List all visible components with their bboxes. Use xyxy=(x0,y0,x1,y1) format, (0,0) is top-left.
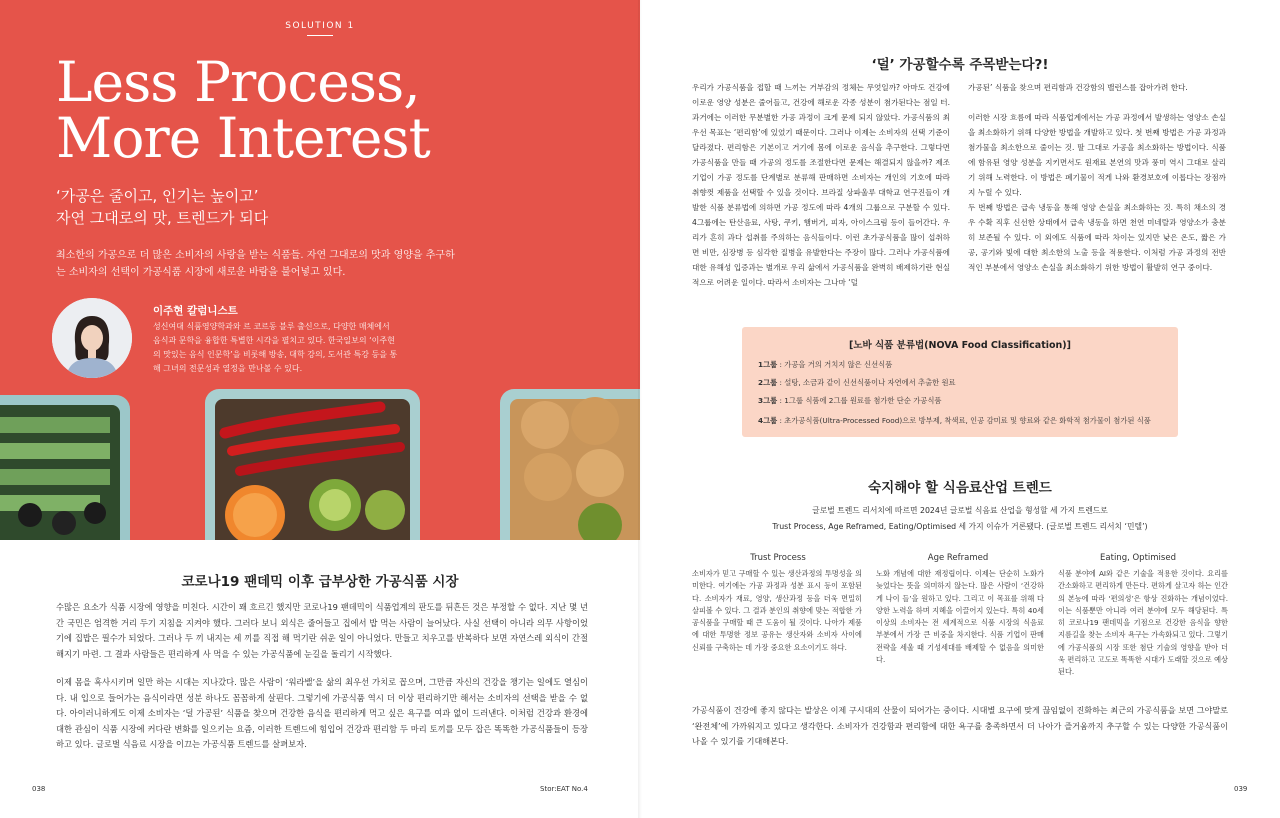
section-rule xyxy=(307,35,333,36)
trend-title-trust: Trust Process xyxy=(750,553,806,563)
section-heading-pandemic: 코로나19 팬데믹 이후 급부상한 가공식품 시장 xyxy=(181,574,459,590)
trend-text-eating: 식품 분야에 AI와 같은 기술을 적용한 것이다. 요리를 간소화하고 편리하게 만든다. 편하게 살고자 하는 인간의 본능에 따라 ‘편의성’은 항상 진화하는 개념이었다. 이는 식품뿐만 아니라 여러 분야에 모두 해당된다. 특히 코로나19 팬데믹을 기점으로 건강한 음식을 향한 지름길을 찾는 소비자 욕구는 가속화되고 있다. 그렇기에 가공식품의 시장 또한 첨단 기술의 영향을 받아 더욱 편리하고 고도로 똑똑한 시대가 도래할 것으로 예상된다. xyxy=(1058,569,1228,677)
nova-group-4 xyxy=(758,416,1151,426)
hero-banner xyxy=(0,0,640,540)
hero-subtitle xyxy=(56,185,268,229)
hero-subtitle-line1: ‘가공은 줄이고, 인기는 높이고’ xyxy=(56,187,259,205)
hero-title-line1: Less Process, xyxy=(56,50,420,114)
hero-title-line2: More Interest xyxy=(56,106,430,170)
nova-group-label: 4그룹 xyxy=(758,416,778,425)
nova-group-label: 2그룹 xyxy=(758,378,778,387)
nova-group-desc: : 1그룹 식품에 2그룹 원료를 첨가한 단순 가공식품 xyxy=(777,396,942,405)
nova-group-desc: : 가공을 거의 거치지 않은 신선식품 xyxy=(777,360,893,369)
nova-group-2 xyxy=(758,378,956,388)
nova-group-1 xyxy=(758,360,892,370)
trend-title-age: Age Reframed xyxy=(927,553,989,563)
magazine-name: Stor:EAT No.4 xyxy=(540,785,588,793)
nova-group-label: 3그룹 xyxy=(758,396,778,405)
hero-subtitle-line2: 자연 그대로의 맛, 트렌드가 되다 xyxy=(56,209,269,227)
left-paragraph-2: 이제 몸을 혹사시키며 일만 하는 시대는 지나갔다. 많은 사람이 ‘워라밸’을 삶의 최우선 가치로 꼽으며, 그만큼 자신의 건강을 챙기는 일에도 열심이다. 내 입으로 들어가는 음식이라면 성분 하나도 꼼꼼하게 살핀다. 그렇기에 가공식품 역시 더 이상 편리하기만 해서는 소비자의 선택을 받을 수 없다. 아이러니하게도 이제 소비자는 ‘덜 가공된’ 식품을 찾으며 건강한 음식을 편리하게 먹고 싶은 욕구를 여과 없이 드러낸다. 이처럼 건강과 환경에 대한 관심이 식품 시장에 커다란 변화를 일으키는 요즘, 이러한 트렌드에 힘입어 건강과 편리함 두 마리 토끼를 모두 잡은 똑똑한 가공식품들이 등장하고 있다. 글로벌 식음료 시장을 이끄는 가공식품 트렌드를 살펴보자. xyxy=(56,677,588,749)
lunchbox-photo xyxy=(0,385,640,540)
hero-lead: 최소한의 가공으로 더 많은 소비자의 사랑을 받는 식품들. 자연 그대로의 맛과 영양을 추구하는 소비자의 선택이 가공식품 시장에 새로운 바람을 불어넣고 있다. xyxy=(56,250,455,278)
trends-intro-line2: Trust Process, Age Reframed, Eating/Optimised 세 가지 이슈가 거론됐다. (글로벌 트렌드 리서치 ‘민텔’) xyxy=(772,522,1148,531)
right-column-1: 우리가 가공식품을 접할 때 느끼는 거부감의 정체는 무엇일까? 아마도 건강에 이로운 영양 성분은 줄어들고, 건강에 해로운 각종 성분이 첨가된다는 점일 터. 과거에는 이러한 무분별한 가공 과정이 크게 문제 되지 않았다. 가공식품의 최우선 목표는 ‘편리함’에 있었기 때문이다. 그러나 이제는 소비자의 선택 기준이 달라졌다. 편리함은 기본이고 거기에 몸에 이로운 음식을 추구한다. 그렇다면 가공식품을 만들 때 가공의 정도를 조절한다면 문제는 해결되지 않을까? 제조 기업이 가공 정도를 단계별로 분류해 판매하면 소비자는 개인의 기호에 따라 취향껏 제품을 선택할 수 있을 것이다. 브라질 상파울루 대학교 연구진들이 개발한 식품 분류법에 의하면 가공 정도에 따라 4개의 그룹으로 구분할 수 있다. 4그룹에는 탄산음료, 사탕, 쿠키, 햄버거, 피자, 아이스크림 등이 들어간다. 우리가 흔히 과다 섭취를 주의하는 음식들이다. 이런 초가공식품을 많이 섭취하면 비만, 심장병 등 심각한 질병을 유발한다는 주장이 많다. 그러나 가공식품에 대한 유해성 입증과는 별개로 우리 삶에서 가공식품을 완벽히 배제하기란 현실적으로 어려운 일이다. 따라서 소비자는 그나마 ‘덜 xyxy=(692,83,950,287)
left-paragraph-1: 수많은 요소가 식품 시장에 영향을 미친다. 시간이 꽤 흐르긴 했지만 코로나19 팬데믹이 식품업계의 판도를 뒤흔든 것은 부정할 수 없다. 지난 몇 년간 국민은 엄격한 거리 두기 지침을 지켜야 했다. 그러다 보니 외식은 줄어들고 집에서 밥 먹는 사람이 늘어났다. 사실 선택이 아니라 의무 사항이었기에 집밥은 필수가 되었다. 그러나 두 끼 내지는 세 끼를 직접 해 먹기란 쉬운 일이 아니었다. 만들고 치우고를 반복하다 보면 자연스레 외식이 간절해지기 마련. 그 결과 사람들은 편리하게 사 먹을 수 있는 가공식품에 눈길을 돌리기 시작했다. xyxy=(56,602,588,659)
author-name: 이주현 칼럼니스트 xyxy=(153,305,238,317)
page-number-left: 038 xyxy=(32,785,46,793)
section-heading-trends: 숙지해야 할 식음료산업 트렌드 xyxy=(868,480,1052,496)
page-number-right: 039 xyxy=(1234,785,1248,793)
nova-group-3 xyxy=(758,396,941,406)
trend-text-age: 노화 개념에 대한 재정립이다. 이제는 단순히 노화가 늦었다는 뜻을 의미하지 않는다. 많은 사람이 ‘건강하게 나이 들’을 원하고 있다. 그리고 이 목표를 위해 다양한 노력을 하며 지혜을 이끌어지 있는다. 특히 40세 이상의 소비자는 전 세계적으로 식품 시장의 식음료 부분에서 가장 큰 비중을 차지한다. 식품 기업이 판매 전략을 세울 때 기성세대를 배제할 수 없음을 의미한다. xyxy=(876,569,1044,665)
hero-title xyxy=(56,50,616,170)
author-photo xyxy=(52,298,132,378)
author-bio: 성신여대 식품영양학과와 르 코르동 블루 출신으로, 다양한 매체에서 음식과 문학을 융합한 특별한 시각을 펼치고 있다. 한국일보의 ‘이주현의 맛있는 음식 인문학’을 비롯해 방송, 대학 강의, 도서관 특강 등을 통해 그녀의 전문성과 열정을 만나볼 수 있다. xyxy=(153,322,398,373)
trend-title-eating: Eating, Optimised xyxy=(1100,553,1176,563)
nova-group-desc: : 초가공식품(Ultra-Processed Food)으로 방부제, 착색료, 인공 감미료 및 향료와 같은 화학적 첨가물이 첨가된 식품 xyxy=(777,416,1151,425)
right-column-2: 가공된’ 식품을 찾으며 편리함과 건강함의 밸런스를 잡아가려 한다. 이러한 시장 흐름에 따라 식품업계에서는 가공 과정에서 발생하는 영양소 손실을 최소화하기 위해 다양한 방법을 개발하고 있다. 첫 번째 방법은 가공 과정과 첨가물을 최소한으로 줄이는 것. 딸 그대로 가공을 최소화하는 방법이다. 식품에 함유된 영양 성분을 지키면서도 원재료 본연의 맛과 풍미 역시 그대로 살리기 위해 노력한다. 이 방법은 폐기물이 적게 나와 환경보호에 이롭다는 장점까지 누릴 수 있다. 두 번째 방법은 급속 냉동을 통해 영양 손실을 최소화하는 것. 특히 채소의 경우 수확 직후 신선한 상태에서 급속 냉동을 하면 천연 미네랄과 영양소가 충분히 보존될 수 있다. 이 외에도 식품에 따라 차이는 있지만 낮은 온도, 짧은 가공, 공기와 빛에 대한 최소한의 노출 등을 적용한다. 이처럼 가공 과정의 전반적인 부분에서 영양소 손실을 최소화하기 위한 방법이 활발히 연구 중이다. xyxy=(968,83,1226,272)
section-heading-less-processed: ‘덜’ 가공할수록 주목받는다?! xyxy=(871,57,1049,73)
nova-classification-box xyxy=(742,327,1178,437)
closing-paragraph: 가공식품이 건강에 좋지 않다는 발상은 이제 구시대의 산물이 되어가는 중이다. 시대별 요구에 맞게 끊임없이 진화하는 최근의 가공식품을 보면 그야말로 ‘완전체’에 가까워지고 있다고 생각한다. 소비자가 건강함과 편리함에 대한 욕구를 충족하면서 더 나아가 즐거움까지 추구할 수 있는 다양한 가공식품이 나올 수 있기를 기대해본다. xyxy=(692,705,1228,746)
nova-group-desc: : 설탕, 소금과 같이 신선식품이나 자연에서 추출한 원료 xyxy=(777,378,956,387)
nova-title: [노바 식품 분류법(NOVA Food Classification)] xyxy=(848,340,1071,351)
nova-group-label: 1그룹 xyxy=(758,360,778,369)
trend-text-trust: 소비자가 믿고 구매할 수 있는 생산과정의 투명성을 의미한다. 여기에는 가공 과정과 성분 표시 등이 포함된다. 소비자가 재료, 영양, 생산과정 등을 더욱 면밀히 살피볼 수 있다. 그 결과 분인의 취향에 맞는 적합한 가공식품을 구매할 때 큰 도움이 될 것이다. 나아가 제품에 대한 투명한 정보 공유는 생산자와 소비자 사이에 신뢰를 구축하는 데 가장 중요한 요소이기도 하다. xyxy=(692,569,862,652)
trends-intro-line1: 글로벌 트렌드 리서치에 따르면 2024년 글로벌 식음료 산업을 형성할 세 가지 트렌드로 xyxy=(812,506,1108,515)
section-label: SOLUTION 1 xyxy=(285,21,355,31)
